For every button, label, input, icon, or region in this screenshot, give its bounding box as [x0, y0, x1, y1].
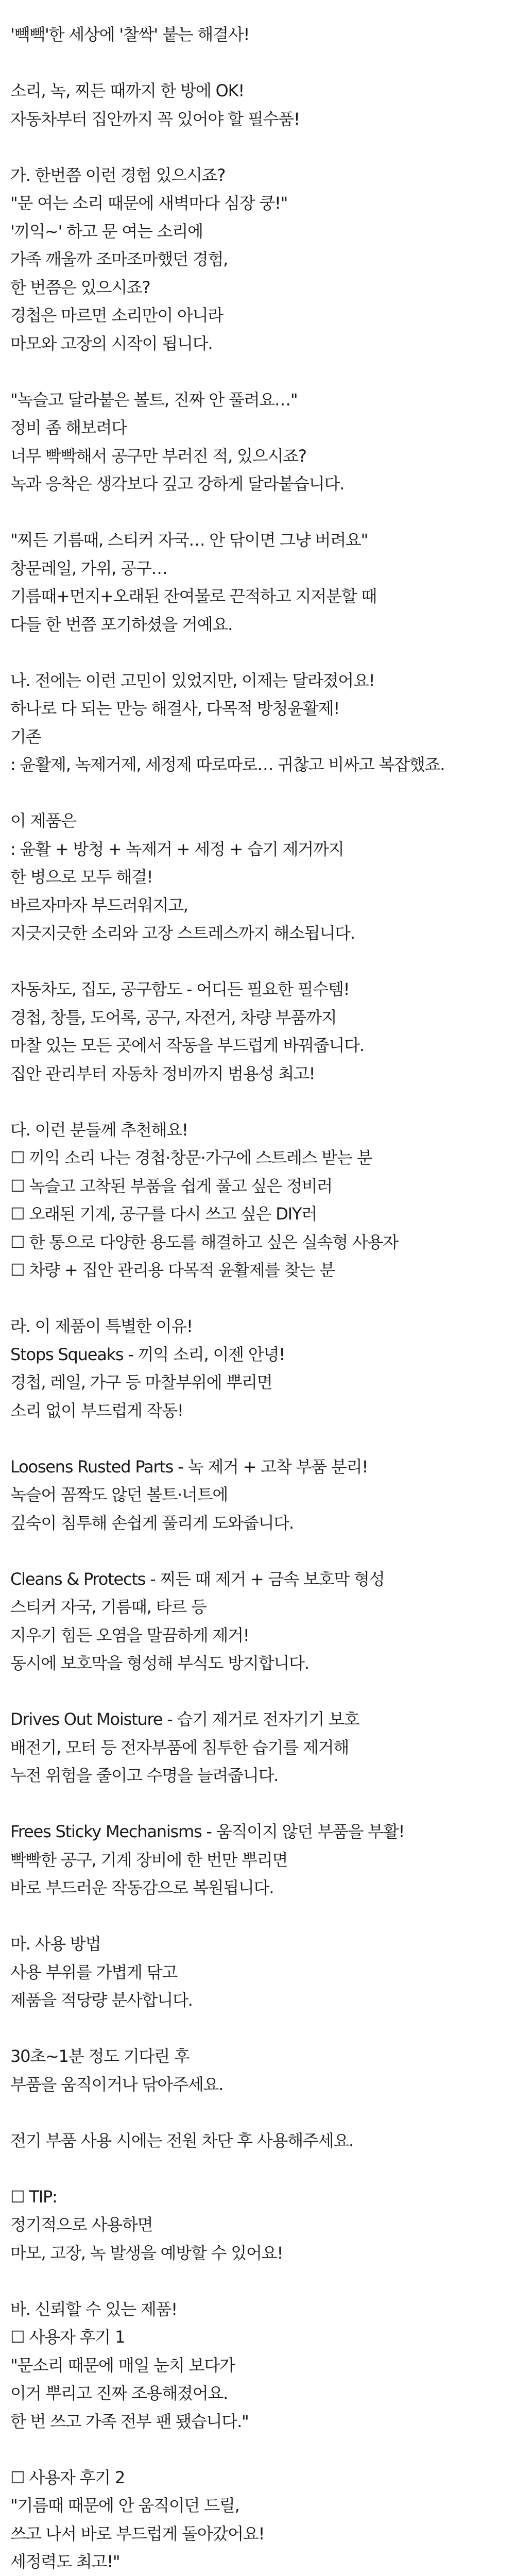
text-line: 나. 전에는 이런 고민이 있었지만, 이제는 달라졌어요! [10, 670, 375, 690]
text-line: 경첩은 마르면 소리만이 아니라 [10, 306, 224, 325]
text-line: 제품을 적당량 분사합니다. [10, 1990, 193, 2010]
text-line: 한 병으로 모두 해결! [10, 867, 153, 887]
text-line: ☐ 한 통으로 다양한 용도를 해결하고 싶은 실속형 사용자 [10, 1232, 398, 1252]
text-line: : 윤활 + 방청 + 녹제거 + 세정 + 습기 제거까지 [10, 839, 344, 859]
text-line: 녹슬어 꼼짝도 않던 볼트·너트에 [10, 1485, 228, 1504]
text-line: Drives Out Moisture - 습기 제거로 전자기기 보호 [10, 1709, 359, 1729]
text-line: "문소리 때문에 매일 눈치 보다가 [10, 2355, 235, 2375]
text-line: "녹슬고 달라붙은 볼트, 진짜 안 풀려요…" [10, 389, 298, 410]
text-line: "기름때 때문에 안 움직이던 드릴, [10, 2496, 239, 2515]
text-line: 하나로 다 되는 만능 해결사, 다목적 방청윤활제! [10, 699, 339, 718]
text-line: "문 여는 소리 때문에 새벽마다 심장 쿵!" [10, 193, 288, 213]
text-line: 바. 신뢰할 수 있는 제품! [10, 2299, 177, 2319]
text-line: ☐ 끼익 소리 나는 경첩·창문·가구에 스트레스 받는 분 [10, 1148, 372, 1167]
text-line: 소리, 녹, 찌든 때까지 한 방에 OK! [10, 81, 245, 100]
text-line: 이 제품은 [10, 811, 76, 831]
section-this-product [10, 807, 505, 947]
text-line: ☐ 녹슬고 고착된 부품을 쉽게 풀고 싶은 정비러 [10, 1176, 333, 1196]
text-line: 너무 빡빡해서 공구만 부러진 적, 있으시죠? [10, 446, 306, 466]
section-tip [10, 2183, 505, 2267]
text-line: Cleans & Protects - 찌든 때 제거 + 금속 보호막 형성 [10, 1569, 385, 1589]
section-section-ra [10, 1312, 505, 1425]
text-line: '끼익~' 하고 문 여는 소리에 [10, 221, 203, 241]
text-line: 세정력도 최고!" [10, 2552, 120, 2571]
section-usage-places [10, 975, 505, 1088]
text-line: 집안 관리부터 자동차 정비까지 범용성 최고! [10, 1063, 315, 1083]
text-line: 녹과 응착은 생각보다 깊고 강하게 달라붙습니다. [10, 474, 345, 494]
text-line: ☐ 오래된 기계, 공구를 다시 쓰고 싶은 DIY러 [10, 1204, 317, 1224]
text-line: ☐ 사용자 후기 1 [10, 2327, 125, 2347]
section-rust-bolt [10, 386, 505, 498]
text-line: "찌든 기름때, 스티커 자국… 안 닦이면 그냥 버려요" [10, 530, 368, 550]
text-line: 깊숙이 침투해 손쉽게 풀리게 도와줍니다. [10, 1513, 294, 1533]
text-line: 한 번쯤은 있으시죠? [10, 277, 150, 297]
text-line: 바로 부드러운 작동감으로 복원됩니다. [10, 1878, 274, 1897]
text-line: 누전 위험을 줄이고 수명을 늘려줍니다. [10, 1766, 279, 1785]
text-line: 마모, 고장, 녹 발생을 예방할 수 있어요! [10, 2243, 283, 2263]
text-line: 한 번 쓰고 가족 전부 팬 됐습니다." [10, 2411, 249, 2431]
text-line: 바르자마자 부드러워지고, [10, 895, 188, 915]
section-section-ga [10, 161, 505, 358]
text-line: Frees Sticky Mechanisms - 움직이지 않던 부품을 부활! [10, 1822, 405, 1841]
section-section-ma [10, 1930, 505, 2014]
section-moisture [10, 1705, 505, 1790]
section-wait [10, 2042, 505, 2098]
text-line: ☐ 차량 + 집안 관리용 다목적 윤활제를 찾는 분 [10, 1260, 335, 1280]
text-line: 마찰 있는 모든 곳에서 작동을 부드럽게 바꿔줍니다. [10, 1036, 364, 1055]
text-line: 경첩, 창틀, 도어록, 공구, 자전거, 차량 부품까지 [10, 1007, 337, 1027]
section-section-ba [10, 2295, 505, 2436]
text-line: 자동차부터 집안까지 꼭 있어야 할 필수품! [10, 109, 300, 129]
text-line: ☐ 사용자 후기 2 [10, 2467, 125, 2487]
text-line: 소리 없이 부드럽게 작동! [10, 1400, 183, 1420]
text-line: : 윤활제, 녹제거제, 세정제 따로따로… 귀찮고 비싸고 복잡했죠. [10, 755, 445, 774]
text-line: 정기적으로 사용하면 [10, 2215, 153, 2234]
text-line: 스티커 자국, 기름때, 타르 등 [10, 1597, 207, 1617]
text-line: 쓰고 나서 바로 부드럽게 돌아갔어요! [10, 2523, 265, 2544]
text-line: 창문레일, 가위, 공구… [10, 558, 167, 578]
text-line: Loosens Rusted Parts - 녹 제거 + 고착 부품 분리! [10, 1456, 368, 1477]
text-line: 지긋지긋한 소리와 고장 스트레스까지 해소됩니다. [10, 923, 355, 943]
text-line: 마모와 고장의 시작이 됩니다. [10, 333, 213, 353]
text-line: 배전기, 모터 등 전자부품에 침투한 습기를 제거해 [10, 1737, 349, 1757]
text-line: 부품을 움직이거나 닦아주세요. [10, 2074, 224, 2094]
section-title [10, 21, 505, 49]
section-cleans-protects [10, 1565, 505, 1677]
text-line: 가족 깨울까 조마조마했던 경험, [10, 249, 228, 269]
text-line: 전기 부품 사용 시에는 전원 차단 후 사용해주세요. [10, 2130, 354, 2150]
section-rusted-parts [10, 1453, 505, 1537]
text-line: 30초~1분 정도 기다린 후 [10, 2046, 190, 2066]
section-sticker-residue [10, 526, 505, 638]
section-review-2 [10, 2464, 505, 2576]
section-intro [10, 77, 505, 133]
text-line: 가. 한번쯤 이런 경험 있으시죠? [10, 165, 226, 185]
text-line: 정비 좀 해보려다 [10, 418, 127, 437]
text-line: Stops Squeaks - 끼익 소리, 이젠 안녕! [10, 1344, 285, 1364]
section-sticky-mechanisms [10, 1818, 505, 1902]
text-line: 자동차도, 집도, 공구함도 - 어디든 필요한 필수템! [10, 979, 350, 999]
text-line: 빡빡한 공구, 기계 장비에 한 번만 뿌리면 [10, 1850, 288, 1870]
text-line: 기름때+먼지+오래된 잔여물로 끈적하고 지저분할 때 [10, 586, 377, 606]
text-line: ☐ TIP: [10, 2187, 57, 2207]
section-electric-warning [10, 2127, 505, 2155]
section-section-da [10, 1116, 505, 1284]
text-line: 지우기 힘든 오염을 말끔하게 제거! [10, 1625, 249, 1645]
text-line: 마. 사용 방법 [10, 1934, 101, 1954]
text-line: 이거 뿌리고 진짜 조용해졌어요. [10, 2383, 228, 2403]
section-section-na [10, 667, 505, 779]
text-line: 동시에 보호막을 형성해 부식도 방지합니다. [10, 1653, 309, 1673]
text-line: 다들 한 번쯤 포기하셨을 거예요. [10, 614, 233, 634]
page-title: '빽빽'한 세상에 '찰싹' 붙는 해결사! [10, 25, 250, 44]
text-line: 라. 이 제품이 특별한 이유! [10, 1316, 193, 1336]
text-line: 사용 부위를 가볍게 닦고 [10, 1962, 178, 1982]
text-line: 다. 이런 분들께 추천해요! [10, 1120, 188, 1140]
text-line: 기존 [10, 726, 41, 747]
text-line: 경첩, 레일, 가구 등 마찰부위에 뿌리면 [10, 1372, 272, 1392]
